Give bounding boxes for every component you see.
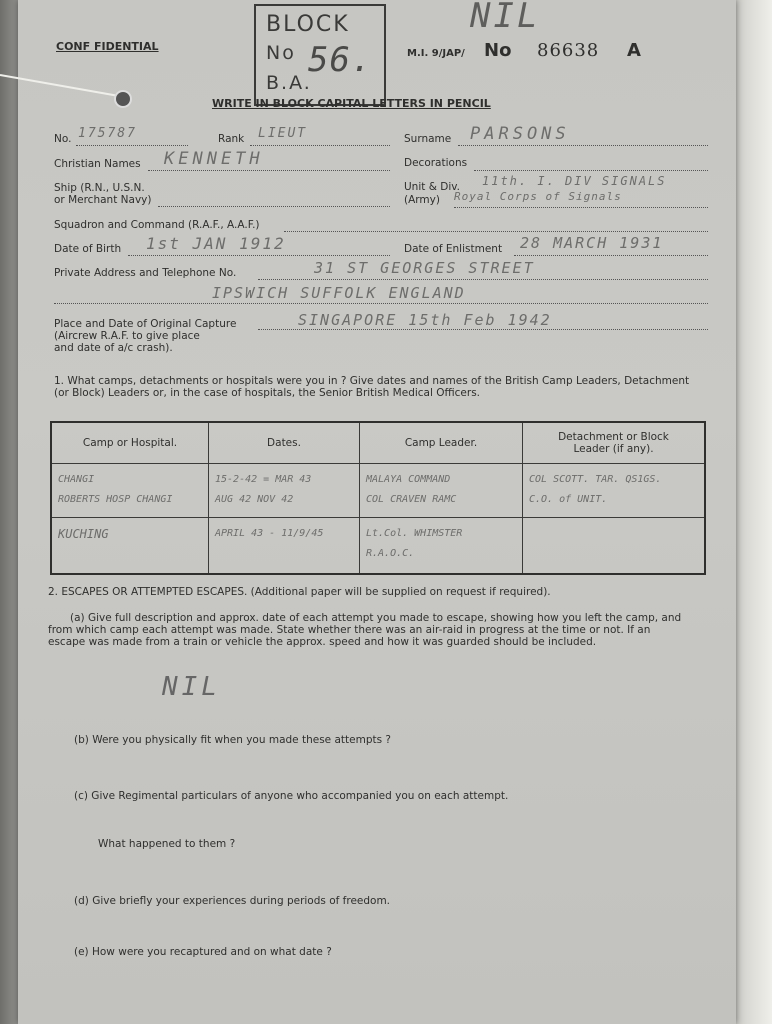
rank-value: LIEUT xyxy=(258,126,308,141)
stamp-block-number: 56. xyxy=(308,40,373,80)
address-value-2: IPSWICH SUFFOLK ENGLAND xyxy=(212,284,466,302)
stamp-no-text: No xyxy=(266,42,296,64)
question-1-line-2: (or Block) Leaders or, in the case of hospitals, the Senior British Medical Officers. xyxy=(54,387,481,399)
camps-table-header-row xyxy=(51,422,705,464)
camps-table xyxy=(50,421,706,575)
stamp-ba-text: B.A. xyxy=(266,72,312,94)
tag-knot xyxy=(114,90,132,108)
row-2-detachment xyxy=(523,518,704,524)
number-label: No xyxy=(484,40,512,61)
question-2-title: 2. ESCAPES OR ATTEMPTED ESCAPES. (Additional paper will be supplied on request if required). xyxy=(48,586,551,598)
capture-label-2: (Aircrew R.A.F. to give place xyxy=(54,330,200,342)
form-page xyxy=(18,0,736,1024)
no-label: No. xyxy=(54,133,72,145)
address-label: Private Address and Telephone No. xyxy=(54,267,237,279)
question-2a-line-3: escape was made from a train or vehicle the approx. speed and how it was guarded should be included. xyxy=(48,636,597,648)
form-number: 86638 xyxy=(537,40,600,61)
dob-value: 1st JAN 1912 xyxy=(146,234,286,253)
row-1-leader: MALAYA COMMAND COL CRAVEN RAMC xyxy=(366,474,457,505)
instruction-heading: WRITE IN BLOCK CAPITAL LETTERS IN PENCIL xyxy=(212,97,491,110)
question-1-line-1: 1. What camps, detachments or hospitals were you in ? Give dates and names of the British Camp Leaders, Detachment xyxy=(54,375,690,387)
question-2e: (e) How were you recaptured and on what date ? xyxy=(74,946,332,958)
header-dates: Dates. xyxy=(209,422,360,464)
enlistment-label: Date of Enlistment xyxy=(404,243,503,255)
surname-label: Surname xyxy=(404,133,452,145)
mi-reference: M.I. 9/JAP/ xyxy=(407,48,465,59)
question-2c: (c) Give Regimental particulars of anyone who accompanied you on each attempt. xyxy=(74,790,509,802)
squadron-label: Squadron and Command (R.A.F., A.A.F.) xyxy=(54,219,260,231)
header-detachment: Detachment or Block Leader (if any). xyxy=(523,422,706,464)
row-1-camp: CHANGI ROBERTS HOSP CHANGI xyxy=(58,474,173,505)
decorations-label: Decorations xyxy=(404,157,468,169)
row-2-camp: KUCHING xyxy=(58,527,109,541)
form-suffix: A xyxy=(627,40,641,61)
capture-value: SINGAPORE 15th Feb 1942 xyxy=(298,311,552,329)
stamp-block-text: BLOCK xyxy=(266,12,350,37)
question-2b: (b) Were you physically fit when you made these attempts ? xyxy=(74,734,391,746)
no-value: 175787 xyxy=(78,126,137,141)
classification-label: CONF FIDENTIAL xyxy=(56,40,159,53)
row-2-leader: Lt.Col. WHIMSTER R.A.O.C. xyxy=(366,528,463,559)
row-2-dates: APRIL 43 - 11/9/45 xyxy=(215,528,324,539)
ship-label-2: or Merchant Navy) xyxy=(54,194,152,206)
ship-label-1: Ship (R.N., U.S.N. xyxy=(54,182,145,194)
row-1-dates: 15-2-42 = MAR 43 AUG 42 NOV 42 xyxy=(215,474,312,505)
unit-label-1: Unit & Div. xyxy=(404,181,460,193)
question-2a-line-1: (a) Give full description and approx. date of each attempt you made to escape, showing how you left the camp, and xyxy=(70,612,682,624)
question-2d: (d) Give briefly your experiences during periods of freedom. xyxy=(74,895,391,907)
question-2c-sub: What happened to them ? xyxy=(98,838,236,850)
answer-2a: NIL xyxy=(162,672,221,702)
unit-label-2: (Army) xyxy=(404,194,440,206)
christian-names-value: KENNETH xyxy=(164,149,264,169)
header-camp-leader: Camp Leader. xyxy=(360,422,523,464)
background-right-pages xyxy=(730,0,772,1024)
header-camp: Camp or Hospital. xyxy=(51,422,209,464)
surname-value: PARSONS xyxy=(470,124,570,144)
rank-label: Rank xyxy=(218,133,245,145)
unit-value-1: 11th. I. DIV SIGNALS xyxy=(482,174,667,188)
row-1-detachment: COL SCOTT. TAR. QS1GS. C.O. of UNIT. xyxy=(529,474,662,505)
enlistment-value: 28 MARCH 1931 xyxy=(520,234,664,252)
christian-names-label: Christian Names xyxy=(54,158,141,170)
capture-label-1: Place and Date of Original Capture xyxy=(54,318,237,330)
dob-label: Date of Birth xyxy=(54,243,122,255)
unit-value-2: Royal Corps of Signals xyxy=(454,190,622,203)
table-row xyxy=(51,464,705,518)
block-stamp xyxy=(254,4,386,106)
handwritten-nil-top: NIL xyxy=(470,0,541,36)
address-value-1: 31 ST GEORGES STREET xyxy=(314,259,535,277)
table-row xyxy=(51,518,705,575)
capture-label-3: and date of a/c crash). xyxy=(54,342,173,354)
question-2a-line-2: from which camp each attempt was made. State whether there was an air-raid in progress at the time or not. If an xyxy=(48,624,651,636)
